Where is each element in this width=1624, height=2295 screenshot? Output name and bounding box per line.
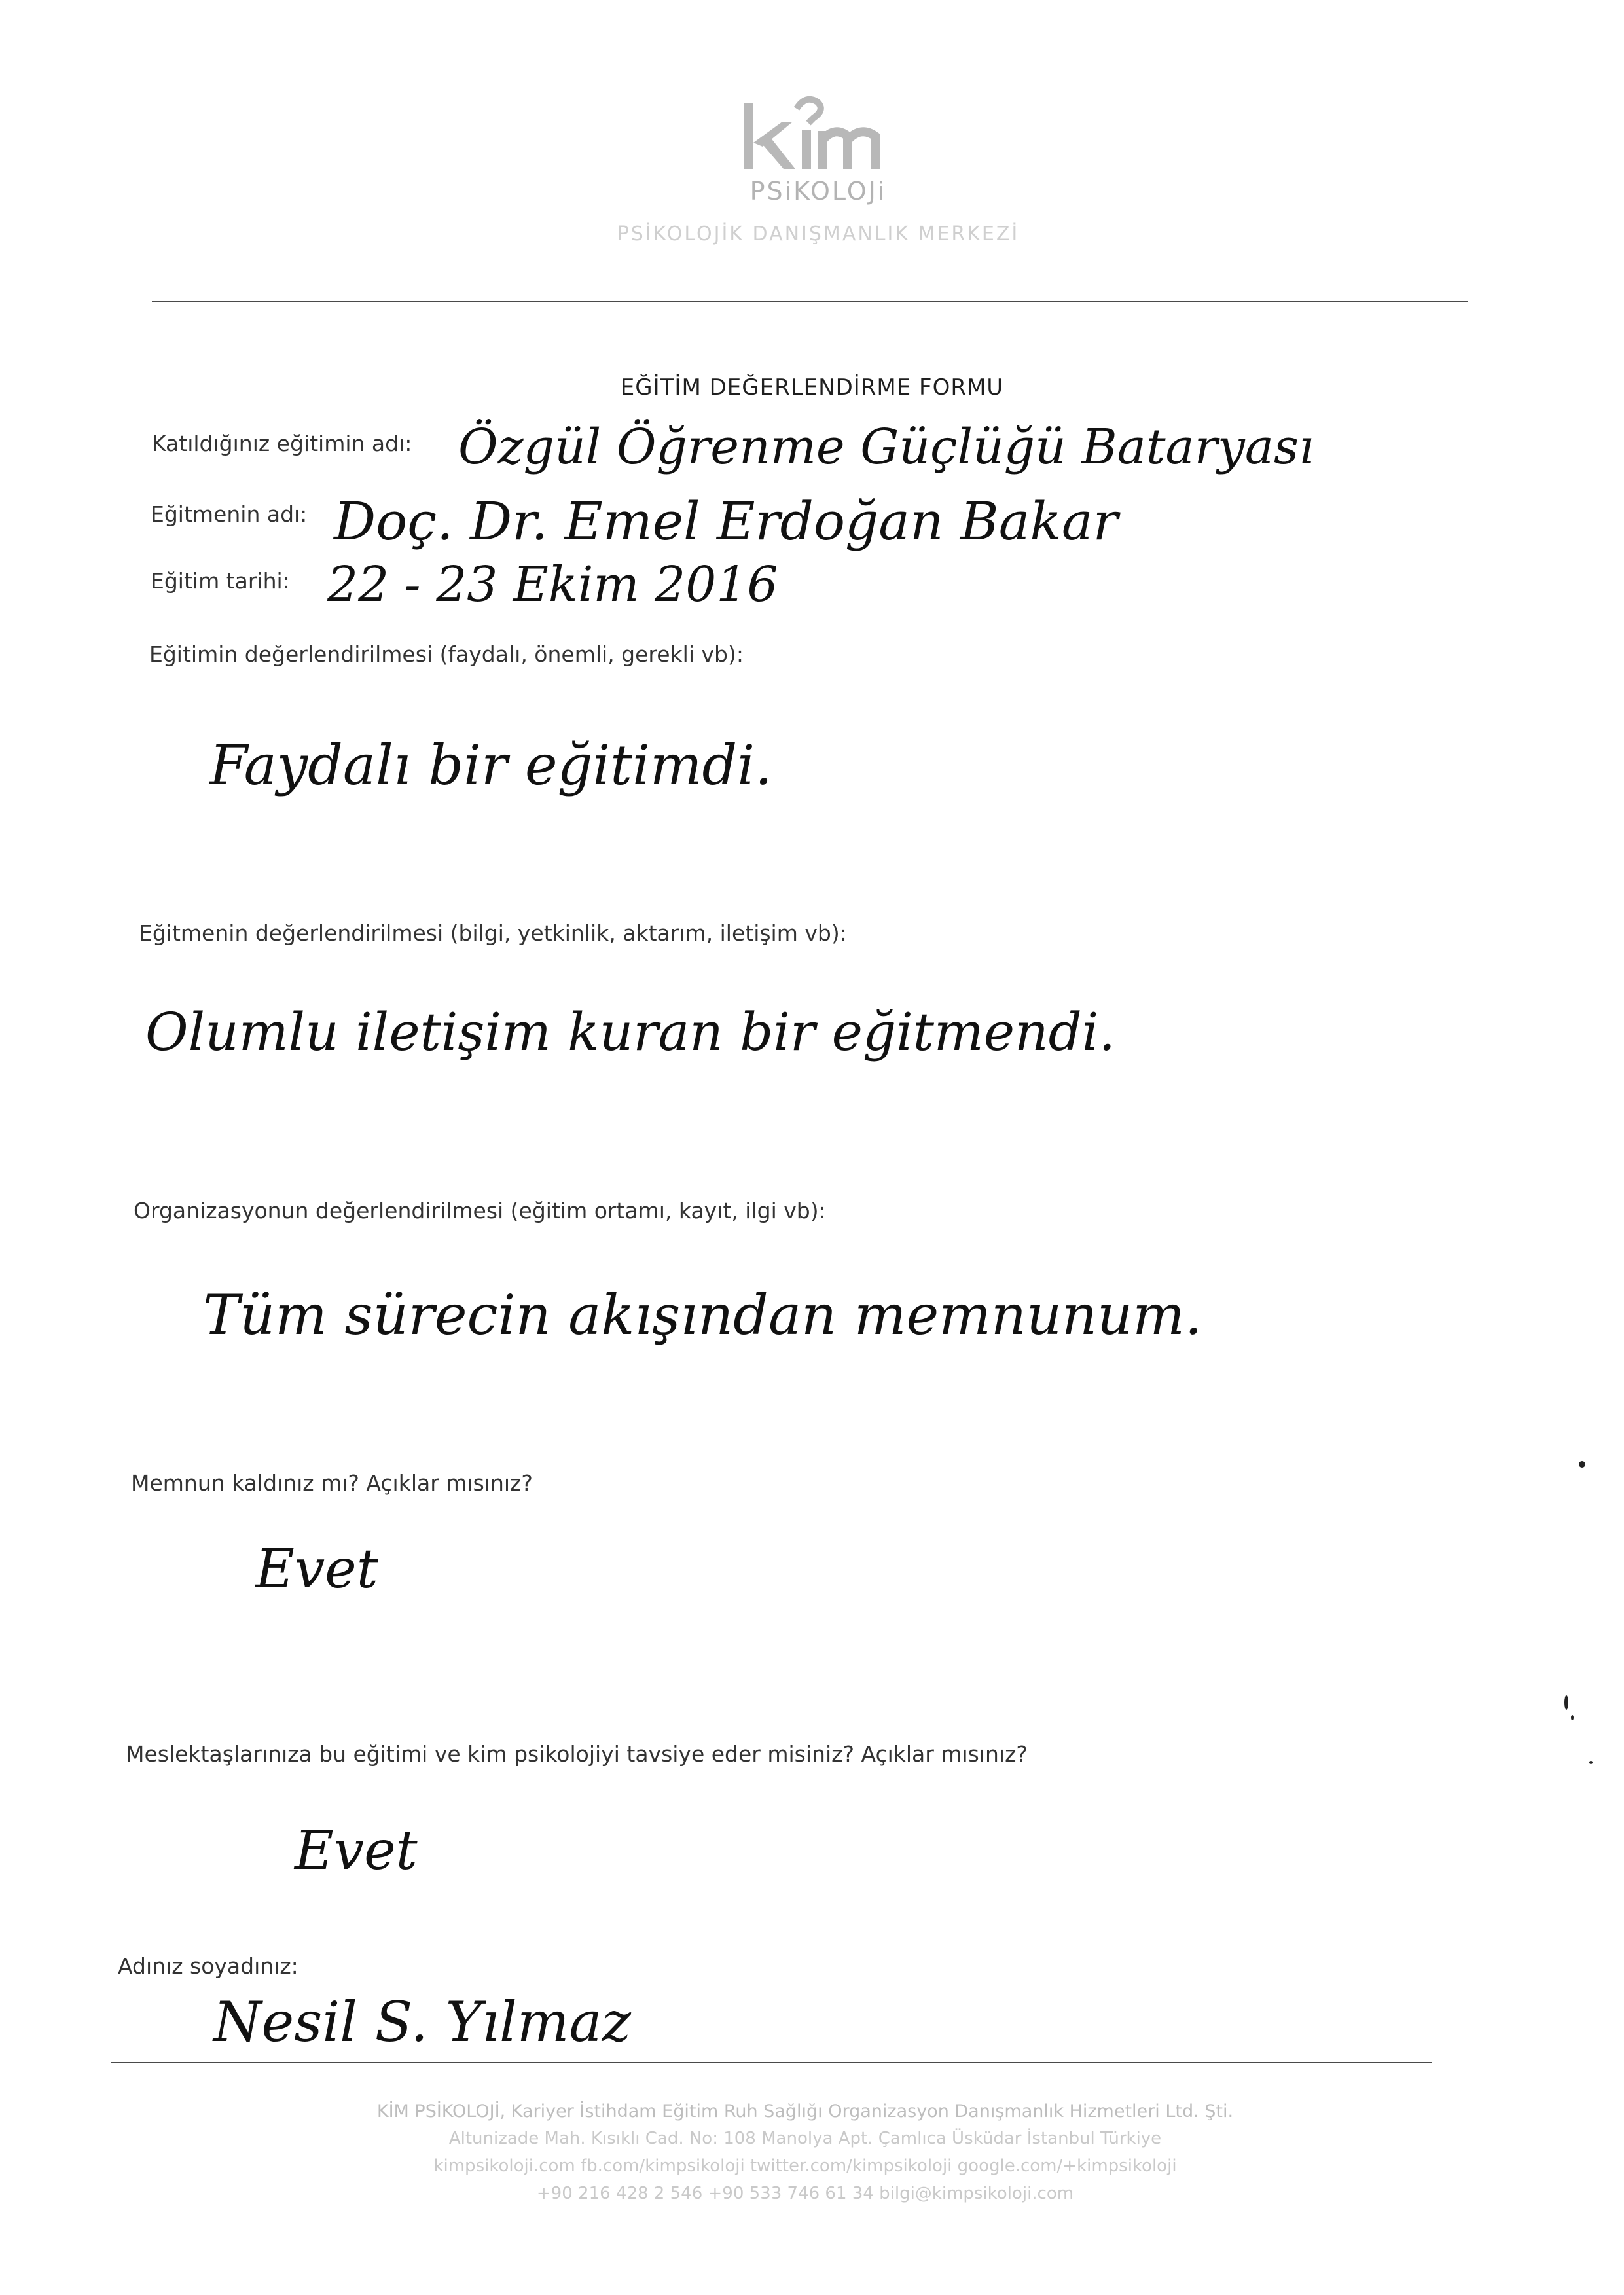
question-trainer-label: Eğitmenin değerlendirilmesi (bilgi, yetkinlik, aktarım, iletişim vb): (139, 920, 847, 946)
scan-speck (1571, 1715, 1574, 1720)
footer-web: kimpsikoloji.com fb.com/kimpsikoloji twitter.com/kimpsikoloji google.com/+kimpsikoloji (433, 2156, 1177, 2176)
scan-speck (1589, 1761, 1593, 1764)
scan-speck (1579, 1461, 1585, 1468)
question-usefulness-answer: Faydalı bir eğitimdi. (209, 733, 772, 797)
form-title: EĞİTİM DEĞERLENDİRME FORMU (620, 374, 1004, 401)
question-usefulness-label: Eğitimin değerlendirilmesi (faydalı, önemli, gerekli vb): (149, 642, 744, 667)
question-trainer-answer: Olumlu iletişim kuran bir eğitmendi. (145, 1002, 1115, 1062)
question-recommend-answer: Evet (295, 1820, 418, 1882)
question-satisfaction-answer: Evet (255, 1538, 378, 1600)
header-divider (152, 301, 1468, 302)
brand-tagline: PSİKOLOJİK DANIŞMANLIK MERKEZİ (617, 223, 1020, 245)
trainer-name-label: Eğitmenin adı: (151, 501, 308, 527)
name-label: Adınız soyadınız: (118, 1953, 298, 1979)
question-satisfaction-label: Memnun kaldınız mı? Açıklar mısınız? (131, 1470, 533, 1496)
brand-name: PSiKOLOJi (749, 177, 887, 206)
participant-name: Nesil S. Yılmaz (213, 1990, 631, 2054)
question-organization-label: Organizasyonun değerlendirilmesi (eğitim ortamı, kayıt, ilgi vb): (134, 1198, 826, 1223)
training-name-label: Katıldığınız eğitimin adı: (152, 431, 412, 456)
question-organization-answer: Tüm sürecin akışından memnunum. (203, 1283, 1202, 1347)
footer-contact: +90 216 428 2 546 +90 533 746 61 34 bilgi@kimpsikoloji.com (536, 2184, 1074, 2203)
trainer-name-value: Doç. Dr. Emel Erdoğan Bakar (334, 491, 1118, 552)
training-name-value: Özgül Öğrenme Güçlüğü Bataryası (458, 419, 1314, 475)
training-date-value: 22 - 23 Ekim 2016 (327, 556, 778, 613)
scan-speck (1564, 1695, 1568, 1710)
footer-company: KİM PSİKOLOJİ, Kariyer İstihdam Eğitim Ruh Sağlığı Organizasyon Danışmanlık Hizmetleri Ltd. Şti. (376, 2101, 1234, 2122)
question-recommend-label: Meslektaşlarınıza bu eğitimi ve kim psikolojiyi tavsiye eder misiniz? Açıklar mısınız? (126, 1741, 1028, 1767)
footer-address: Altunizade Mah. Kısıklı Cad. No: 108 Manolya Apt. Çamlıca Üsküdar İstanbul Türkiye (448, 2129, 1162, 2148)
footer-divider (111, 2062, 1432, 2063)
training-date-label: Eğitim tarihi: (151, 568, 290, 594)
